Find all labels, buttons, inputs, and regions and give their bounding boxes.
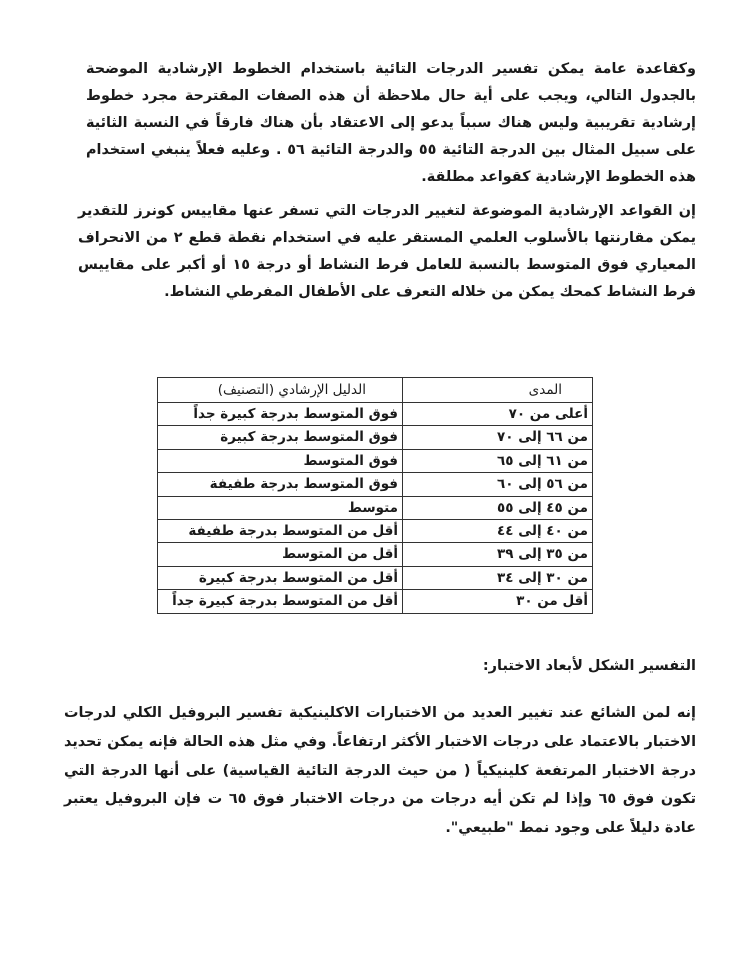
- profile-paragraph: إنه لمن الشائع عند تغيير العديد من الاختبارات الاكلينيكية تفسير البروفيل الكلي لدرجات الاختبار بالاعتماد على درجات الاختبار الأكثر ارتفاعاً. وفي مثل هذه الحالة فإنه يمكن تحديد درجة الاختبار المرتفعة كلينيكياً ( من حيث الدرجة التائية القياسية) على أنها الدرجة التي تكون فوق ٦٥ وإذا لم تكن أيه درجات من درجات الاختبار فوق ٦٥ ت فإن البروفيل يعتبر عادة دليلاً على وجود نمط "طبيعي".: [64, 705, 696, 836]
- guide-cell: فوق المتوسط بدرجة طفيفة: [158, 473, 403, 496]
- range-cell: أقل من ٣٠: [403, 590, 593, 613]
- table-row: [158, 566, 593, 589]
- range-cell: من ٣٥ إلى ٣٩: [403, 543, 593, 566]
- header-guide: الدليل الإرشادي (التصنيف): [158, 378, 403, 403]
- guide-cell: أقل من المتوسط بدرجة كبيرة: [158, 566, 403, 589]
- range-cell: من ٣٠ إلى ٣٤: [403, 566, 593, 589]
- header-range: المدى: [403, 378, 593, 403]
- range-cell: من ٤٠ إلى ٤٤: [403, 520, 593, 543]
- table-row: [158, 543, 593, 566]
- table-row: [158, 590, 593, 613]
- guide-cell: أقل من المتوسط: [158, 543, 403, 566]
- range-cell: أعلى من ٧٠: [403, 403, 593, 426]
- range-cell: من ٥٦ إلى ٦٠: [403, 473, 593, 496]
- intro-paragraph: وكقاعدة عامة يمكن تفسير الدرجات التائية باستخدام الخطوط الإرشادية الموضحة بالجدول التالي، ويجب على أية حال ملاحظة أن هذه الصفات المقترحة مجرد خطوط إرشادية تقريبية وليس هناك سبباً يدعو إلى الاعتقاد بأن هناك فارقاً في النسبة الثائية على سبيل المثال بين الدرجة التائية ٥٥ والدرجة التائية ٥٦ . وعليه فعلاً ينبغي استخدام هذه الخطوط الإرشادية كقواعد مطلقة.: [86, 61, 696, 186]
- table-row: [158, 426, 593, 449]
- guide-cell: فوق المتوسط بدرجة كبيرة جداً: [158, 403, 403, 426]
- range-cell: من ٦١ إلى ٦٥: [403, 449, 593, 472]
- guide-cell: فوق المتوسط: [158, 449, 403, 472]
- range-cell: من ٦٦ إلى ٧٠: [403, 426, 593, 449]
- t-score-guide-table: [157, 377, 593, 614]
- table-header-row: [158, 378, 593, 403]
- table-row: [158, 496, 593, 519]
- guide-cell: متوسط: [158, 496, 403, 519]
- guide-cell: أقل من المتوسط بدرجة كبيرة جداً: [158, 590, 403, 613]
- section-heading: التفسير الشكل لأبعاد الاختبار:: [482, 658, 696, 674]
- table-row: [158, 520, 593, 543]
- table-row: [158, 403, 593, 426]
- conners-paragraph: إن القواعد الإرشادية الموضوعة لتغيير الدرجات التي تسفر عنها مقاييس كونرز للتقدير يمكن مقارنتها بالأسلوب العلمي المستقر عليه في استخدام نقطة قطع ٢ من الانحراف المعياري فوق المتوسط بالنسبة للعامل فرط النشاط أو درجة ١٥ أو أكبر على مقاييس فرط النشاط كمحك يمكن من خلاله التعرف على الأطفال المفرطي النشاط.: [78, 203, 696, 301]
- range-cell: من ٤٥ إلى ٥٥: [403, 496, 593, 519]
- table-row: [158, 473, 593, 496]
- guide-cell: أقل من المتوسط بدرجة طفيفة: [158, 520, 403, 543]
- guide-cell: فوق المتوسط بدرجة كبيرة: [158, 426, 403, 449]
- table-row: [158, 449, 593, 472]
